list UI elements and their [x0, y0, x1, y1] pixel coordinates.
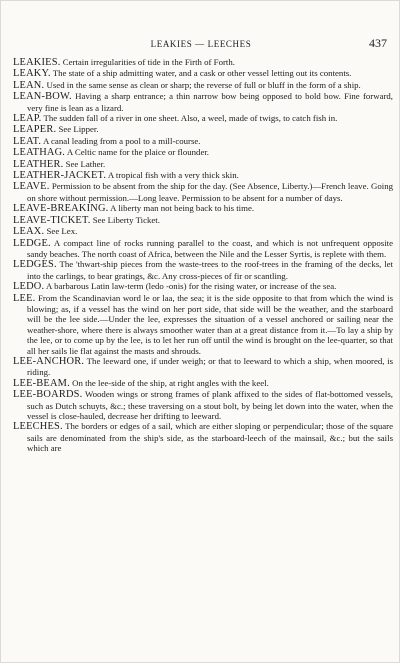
entry-headword: LEATHER-JACKET.: [13, 170, 107, 182]
entry-headword: LEDGES.: [13, 259, 57, 271]
entry-definition: Certain irregularities of tide in the Firth of Forth.: [62, 57, 235, 67]
entry-definition: Having a sharp entrance; a thin narrow bow being opposed to bold bow. Fine forward, very fine is lean as a lizard.: [27, 91, 393, 113]
entry-headword: LEAN.: [13, 79, 45, 91]
dictionary-entry: [13, 356, 393, 378]
entry-headword: LEAX.: [13, 226, 45, 238]
entry-definition: A canal leading from a pool to a mill-course.: [42, 135, 201, 146]
entry-definition: The leeward one, if under weigh; or that to leeward to which a ship, when moored, is riding.: [27, 355, 393, 378]
dictionary-entry: [13, 259, 393, 281]
entry-definition: See Lipper.: [58, 124, 99, 135]
entry-headword: LEAVE.: [13, 181, 50, 193]
dictionary-entry: [13, 68, 393, 79]
entry-headword: LEECHES.: [13, 421, 63, 433]
dictionary-entry: [13, 124, 393, 135]
entry-headword: LEAPER.: [13, 124, 57, 136]
page-number: 437: [369, 36, 387, 50]
entry-definition: Permission to be absent from the ship for the day. (See Absence, Liberty.)—French leave. Going on shore without permission.—Long leave. Permission to be absent for a number of days.: [27, 181, 393, 203]
dictionary-entry: [13, 147, 393, 158]
entry-definition: From the Scandinavian word le or laa, the sea; it is the side opposite to that from which the wind is blowing; as, if a vessel has the wind on her port side, that side will be the weather, and the starboard will be the lee side.—Under the lee, expresses the situation of a vessel anchored or sailing near the weather-shore, where there is always smoother water than at a great distance from it.—To lay a ship by the lee, or to come up by the lee, is to let her run off until the wind is brought on the lee-quarter, so that all her sails lie flat against the masts and shrouds.: [27, 292, 393, 356]
entry-definition: A compact line of rocks running parallel to the coast, and which is not unfrequent opposite sandy beaches. The north coast of Africa, between the Nile and the Lesser Syrtis, is replete with them.: [27, 237, 393, 259]
entry-headword: LEDGE.: [13, 237, 51, 249]
entry-definition: A barbarous Latin law-term (ledo -onis) for the rising water, or increase of the sea.: [46, 281, 337, 292]
entry-definition: See Liberty Ticket.: [92, 214, 160, 225]
entry-definition: The state of a ship admitting water, and a cask or other vessel letting out its contents.: [52, 68, 352, 79]
entry-definition: Used in the same sense as clean or sharp; the reverse of full or bluff in the form of a ship.: [46, 79, 361, 90]
dictionary-entry: [13, 421, 393, 453]
dictionary-entry: [13, 293, 393, 356]
entry-definition: A Celtic name for the plaice or flounder.: [66, 147, 209, 158]
dictionary-entry: [13, 389, 393, 421]
entry-headword: LEDO.: [13, 281, 45, 293]
entry-definition: Wooden wings or strong frames of plank affixed to the sides of flat-bottomed vessels, such as Dutch schuyts, &c.; these traversing on a stout bolt, by being let down into the water, when the vessel is close-hauled, decrease her drifting to leeward.: [27, 389, 393, 421]
entry-headword: LEE.: [13, 292, 36, 304]
entry-list: [13, 57, 393, 454]
entry-definition: On the lee-side of the ship, at right angles with the keel.: [72, 377, 269, 388]
entry-headword: LEE-ANCHOR.: [13, 355, 85, 367]
entry-definition: The borders or edges of a sail, which are either sloping or perpendicular; those of the square sails are denominated from the ship's side, as the starboard-leech of the mainsail, &c.; but the sails which are: [27, 421, 393, 454]
dictionary-entry: [13, 181, 393, 203]
dictionary-entry: [13, 226, 393, 237]
dictionary-entry: [13, 215, 393, 226]
dictionary-entry: [13, 57, 393, 68]
running-title: LEAKIES — LEECHES: [150, 39, 252, 49]
entry-definition: A tropical fish with a very thick skin.: [107, 170, 239, 181]
entry-headword: LEAT.: [13, 135, 42, 147]
dictionary-entry: [13, 136, 393, 147]
entry-definition: See Lather.: [65, 158, 106, 169]
dictionary-entry: [13, 170, 393, 181]
entry-headword: LEAVE-TICKET.: [13, 214, 91, 226]
dictionary-entry: [13, 238, 393, 260]
entry-definition: A liberty man not being back to his time.: [110, 203, 255, 214]
entry-headword: LEAKIES.: [13, 57, 61, 68]
entry-headword: LEAN-BOW.: [13, 91, 72, 103]
entry-definition: The sudden fall of a river in one sheet. Also, a weel, made of twigs, to catch fish in.: [43, 113, 338, 124]
entry-headword: LEE-BOARDS.: [13, 389, 83, 401]
page-header: [1, 37, 400, 51]
entry-headword: LEAVE-BREAKING.: [13, 203, 109, 215]
dictionary-entry: [13, 113, 393, 124]
entry-headword: LEATHAG.: [13, 147, 66, 159]
dictionary-entry: [13, 378, 393, 389]
entry-headword: LEAKY.: [13, 68, 51, 80]
dictionary-entry: [13, 203, 393, 214]
entry-headword: LEATHER.: [13, 158, 64, 170]
entry-headword: LEE-BEAM.: [13, 377, 70, 389]
dictionary-entry: [13, 281, 393, 292]
entry-definition: See Lex.: [46, 226, 78, 237]
dictionary-entry: [13, 91, 393, 113]
entry-headword: LEAP.: [13, 113, 42, 125]
dictionary-entry: [13, 80, 393, 91]
entry-definition: The 'thwart-ship pieces from the waste-trees to the roof-trees in the framing of the decks, let into the carlings, to bear gratings, &c. Any cross-pieces of fir or scantling.: [27, 259, 393, 281]
dictionary-entry: [13, 159, 393, 170]
